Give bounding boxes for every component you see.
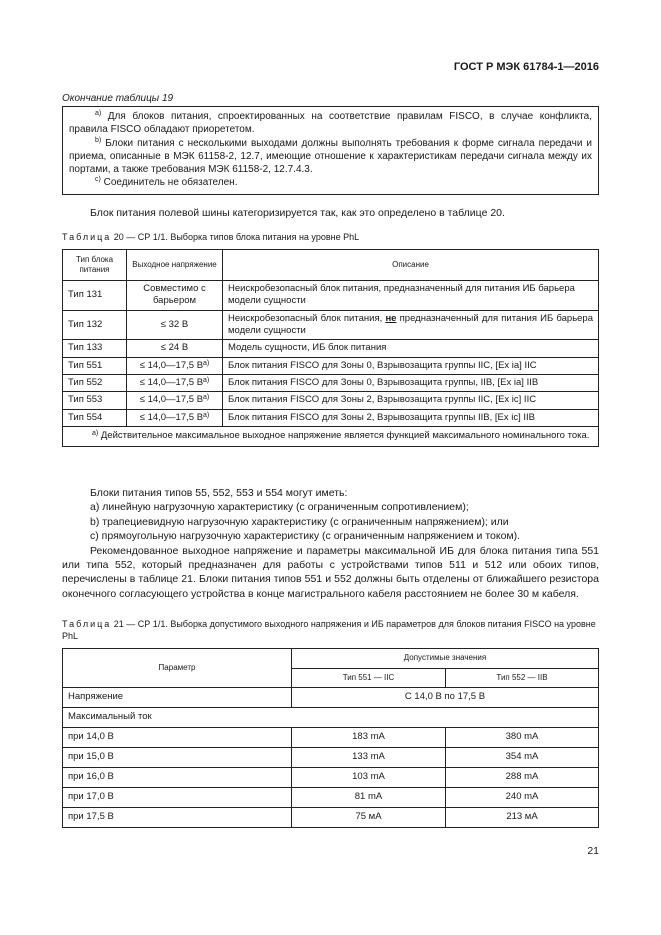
- table-header-row: [63, 250, 599, 281]
- col-header-type552: Тип 552 — IIB: [446, 669, 599, 688]
- table-row: Максимальный ток: [63, 708, 599, 728]
- table-row: Тип 554 ≤ 14,0—17,5 $В^{a)}$ Блок питания FISCO для Зоны 2, Взрывозащита группы IIB, [Ex ic] IIB: [63, 409, 599, 426]
- table-row: Тип 131 Совместимо с барьером Неискробезопасный блок питания, предназначенный для питания ИБ барьера модели сущности: [63, 281, 599, 311]
- table-row: Тип 553 ≤ 14,0—17,5 $В^{a)}$ Блок питания FISCO для Зоны 2, Взрывозащита группы IIC, [Ex ic] IIC: [63, 392, 599, 409]
- table-row: Тип 133 ≤ 24 В Модель сущности, ИБ блок питания: [63, 340, 599, 357]
- paragraph-load-characteristics: Блоки питания типов 55, 552, 553 и 554 могут иметь: a) линейную нагрузочную характеристику (с ограниченным сопротивлением); b) трапециевидную нагрузочную характеристику (с ограниченным напряжением); или c) прямоугольную нагрузочную характеристику (с ограниченным напряжением и током). Рекомендованное выходное напряжение и параметры максимальной ИБ для блока питания типа 551 или типа 552, который предназначен для работы с устройствами типов 511 и 512 или обоих типов, перечислены в таблице 21. Блоки питания типов 551 и 552 должны быть отделены от ближайшего резистора оконечного согласующего устройства в конце магистрального кабеля расстоянием не более 30 м кабеля.: [62, 487, 599, 600]
- col-header-allowed: Допустимые значения: [292, 649, 599, 669]
- table20: [62, 249, 599, 447]
- note-b: $^{b)}$ Блоки питания с несколькими выходами должны выполнять требования к форме сигнала передачи и приема, описанные в МЭК 61158-2, 12.7, имеющие отношение к характеристикам передачи сигнала между их портами, а также требования МЭК 61158-2, 12.7.4.3.: [69, 136, 593, 176]
- table20-caption: Таблица 20 — СР 1/1. Выборка типов блока питания на уровне PhL: [62, 232, 360, 242]
- table-row: при 15,0 В 133 mA 354 mA: [63, 748, 599, 768]
- table-row: Напряжение С 14,0 В по 17,5 В: [63, 688, 599, 708]
- col-header-type: Тип блока питания: [63, 250, 127, 281]
- table-row: Тип 132 ≤ 32 В Неискробезопасный блок питания, не предназначенный для питания ИБ барьера модели сущности: [63, 310, 599, 340]
- table19-notes: [62, 106, 599, 195]
- table-continuation-caption: Окончание таблицы 19: [62, 93, 174, 104]
- col-header-parameter: Параметр: [63, 649, 292, 688]
- table-row: при 14,0 В 183 mA 380 mA: [63, 728, 599, 748]
- table-footnote-row: $^{a)}$ Действительное максимальное выходное напряжение является функцией максимального номинального тока.: [63, 427, 599, 447]
- table21-caption: Таблица 21 — СР 1/1. Выборка допустимого выходного напряжения и ИБ параметров для блоков питания FISCO на уровне PhL: [62, 619, 596, 641]
- col-header-voltage: Выходное напряжение: [127, 250, 223, 281]
- note-a: $^{a)}$ Для блоков питания, спроектированных на соответствие правилам FISCO, в случае конфликта, правила FISCO обладают приорететом.: [69, 110, 593, 136]
- table-row: при 17,5 В 75 мА 213 мА: [63, 808, 599, 828]
- paragraph-intro: Блок питания полевой шины категоризируется так, как это определено в таблице 20.: [90, 207, 505, 219]
- col-header-type551: Тип 551 — IIC: [292, 669, 446, 688]
- col-header-description: Описание: [223, 250, 599, 281]
- note-c: $^{c)}$ Соединитель не обязателен.: [95, 176, 238, 189]
- table-row: Тип 551 ≤ 14,0—17,5 $В^{a)}$ Блок питания FISCO для Зоны 0, Взрывозащита группы IIC, [Ex ia] IIC: [63, 357, 599, 374]
- page-number: 21: [587, 845, 599, 857]
- table-row: Тип 552 ≤ 14,0—17,5 $В^{a)}$ Блок питания FISCO для Зоны 0, Взрывозащита группы, IIB, [Ex ia] IIB: [63, 375, 599, 392]
- document-header: ГОСТ Р МЭК 61784-1—2016: [453, 61, 599, 73]
- table21: [62, 648, 599, 828]
- table-header-row: [63, 649, 599, 669]
- table-row: при 17,0 В 81 mA 240 mA: [63, 788, 599, 808]
- table-row: при 16,0 В 103 mA 288 mA: [63, 768, 599, 788]
